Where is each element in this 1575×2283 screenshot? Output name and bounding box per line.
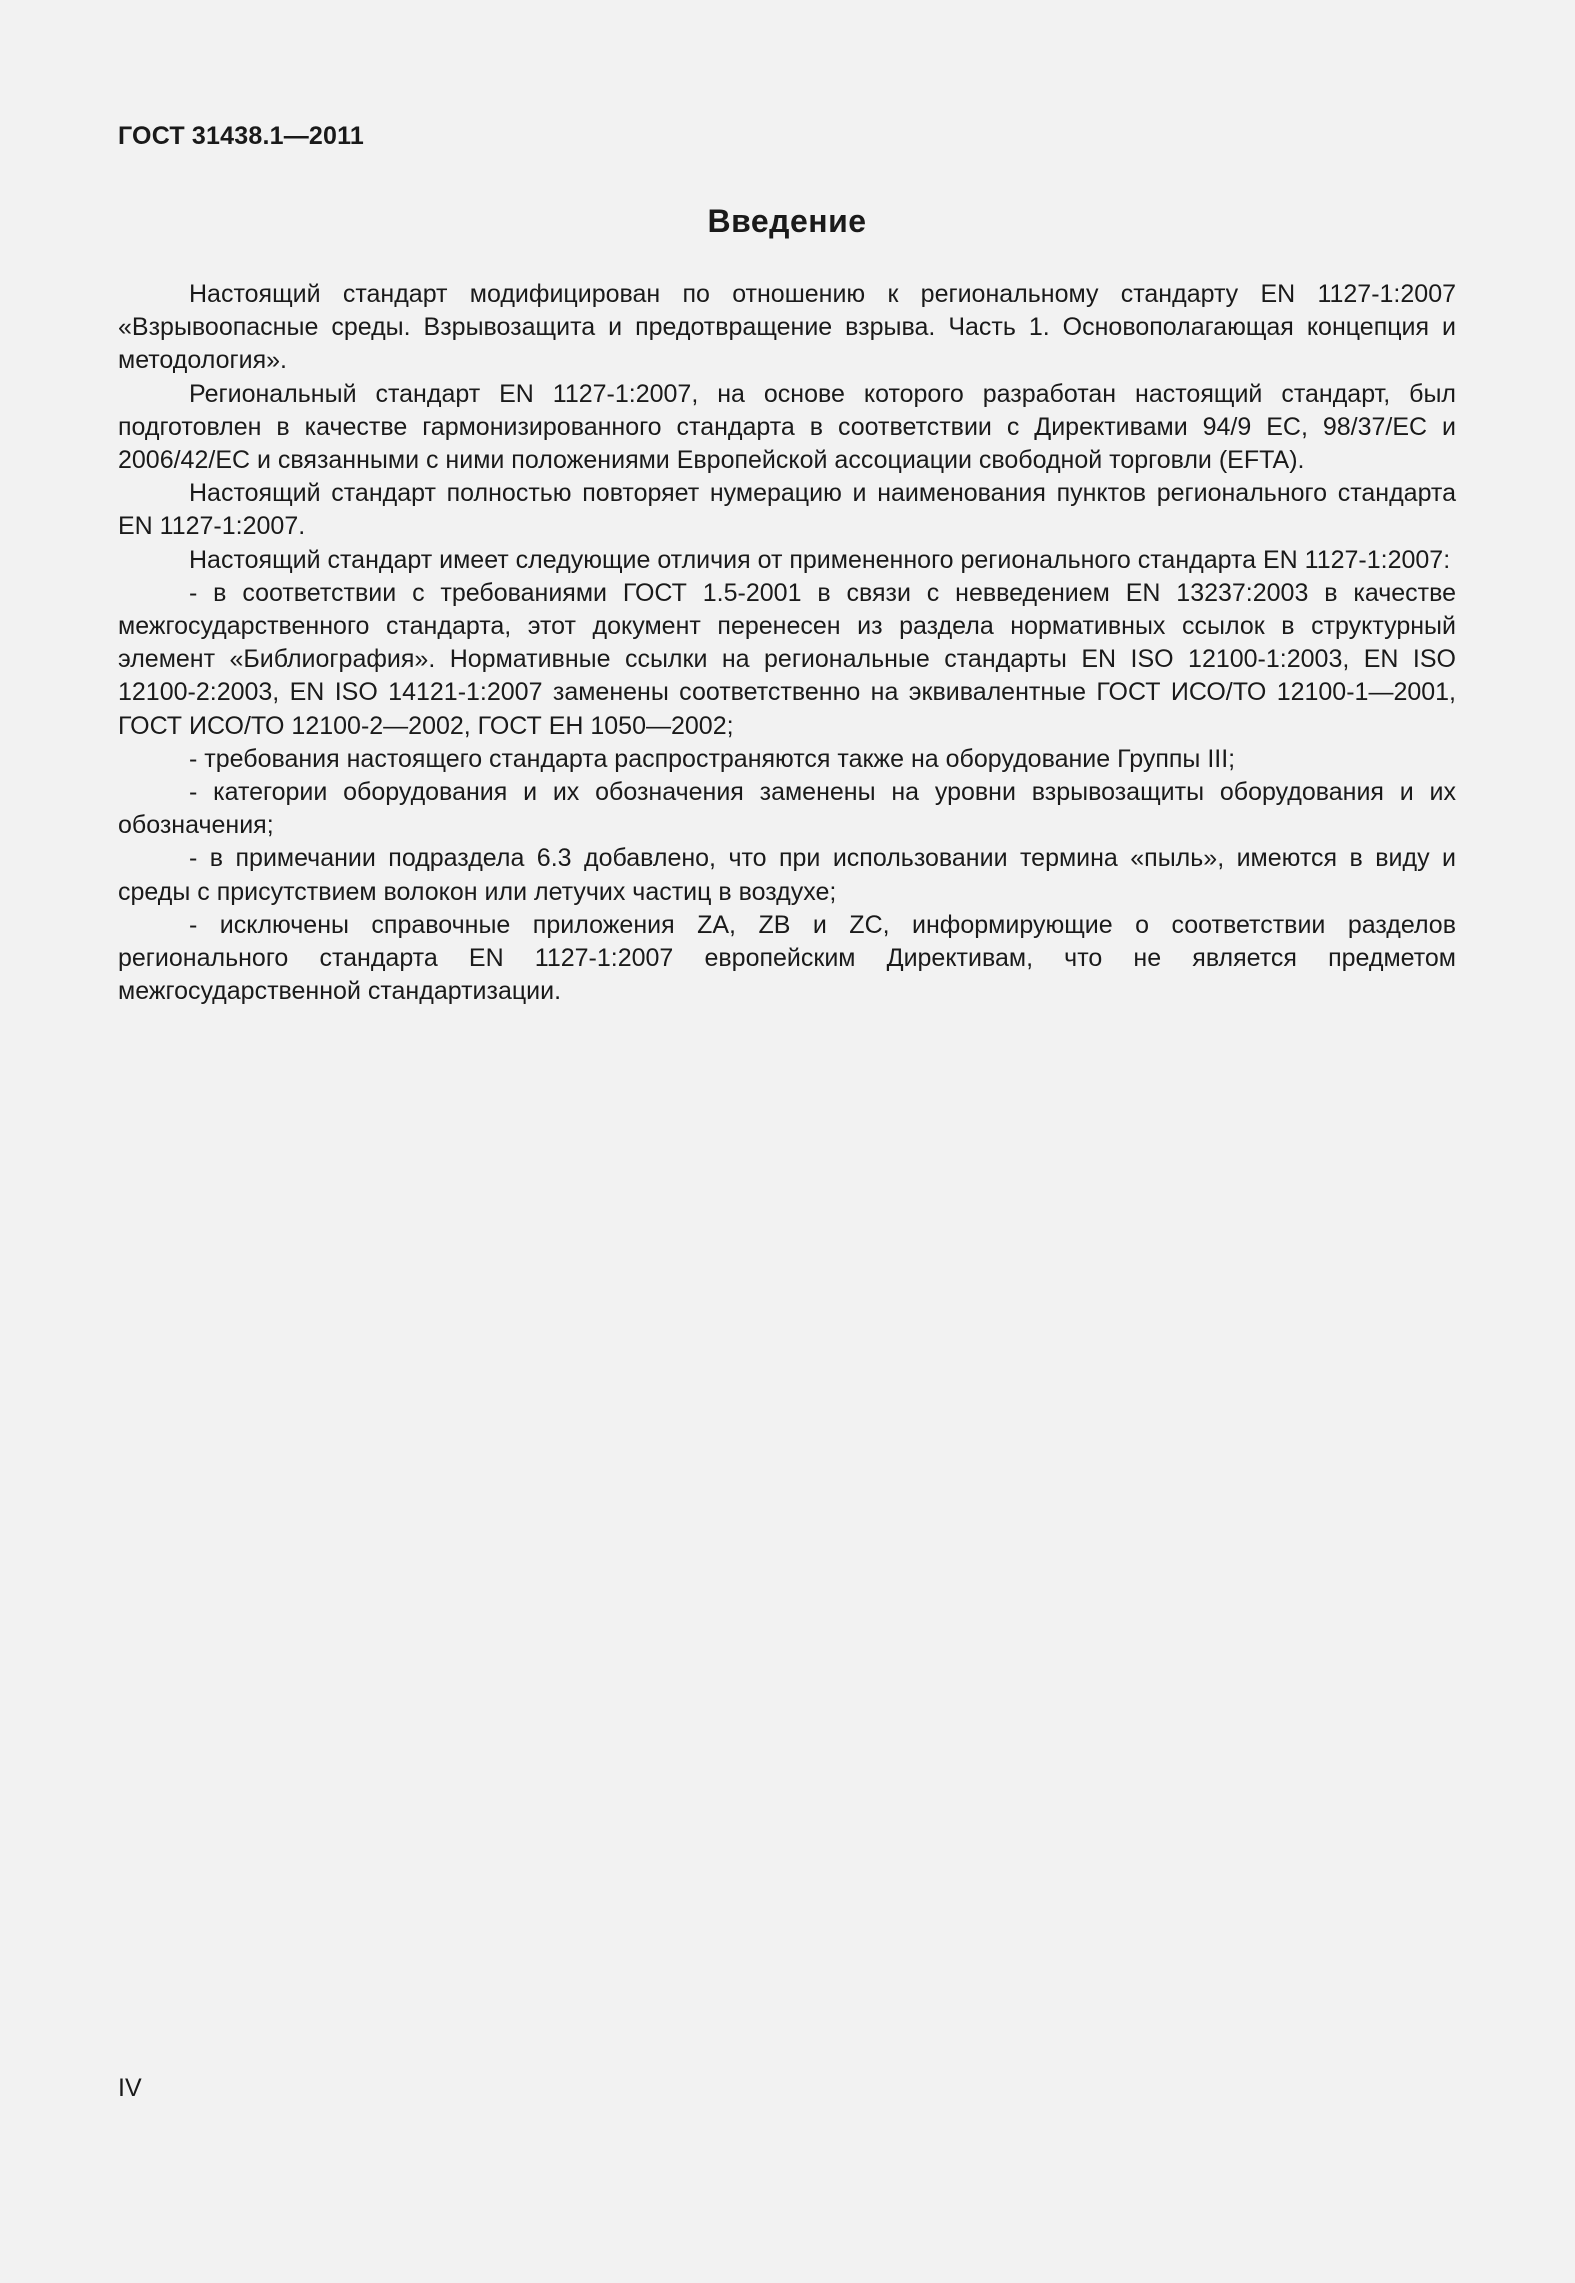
paragraph: Настоящий стандарт полностью повторяет нумерацию и наименования пунктов регионального стандарта EN 1127-1:2007. [118, 479, 1456, 541]
paragraph: Настоящий стандарт модифицирован по отношению к региональному стандарту EN 1127-1:2007 «Взрывоопасные среды. Взрывозащита и предотвращение взрыва. Часть 1. Основополагающая концепция и методология». [118, 280, 1456, 375]
list-item: - в примечании подраздела 6.3 добавлено, что при использовании термина «пыль», имеются в виду и среды с присутствием волокон или летучих частиц в воздухе; [118, 844, 1456, 906]
list-item: - требования настоящего стандарта распространяются также на оборудование Группы III; [189, 744, 1236, 773]
list-item: - в соответствии с требованиями ГОСТ 1.5-2001 в связи с невведением EN 13237:2003 в качестве межгосударственного стандарта, этот документ перенесен из раздела нормативных ссылок в структурный элемент «Библиография». Нормативные ссылки на региональные стандарты EN ISO 12100-1:2003, EN ISO 12100-2:2003, EN ISO 14121-1:2007 заменены соответственно на эквивалентные ГОСТ ИСО/ТО 12100-1—2001, ГОСТ ИСО/ТО 12100-2—2002, ГОСТ ЕН 1050—2002; [118, 578, 1456, 740]
section-title: Введение [707, 203, 867, 239]
document-header: ГОСТ 31438.1—2011 [118, 122, 364, 150]
list-item: - категории оборудования и их обозначения заменены на уровни взрывозащиты оборудования и их обозначения; [118, 778, 1456, 840]
section-body [118, 278, 1456, 1008]
paragraph: Настоящий стандарт имеет следующие отличия от примененного регионального стандарта EN 1127-1:2007: [189, 545, 1451, 574]
page-number: IV [118, 2074, 142, 2102]
paragraph: Региональный стандарт EN 1127-1:2007, на основе которого разработан настоящий стандарт, был подготовлен в качестве гармонизированного стандарта в соответствии с Директивами 94/9 EC, 98/37/EC и 2006/42/EC и связанными с ними положениями Европейской ассоциации свободной торговли (EFTA). [118, 379, 1456, 475]
list-item: - исключены справочные приложения ZA, ZB и ZC, информирующие о соответствии разделов регионального стандарта EN 1127-1:2007 европейским Директивам, что не является предметом межгосударственной стандартизации. [118, 910, 1456, 1006]
